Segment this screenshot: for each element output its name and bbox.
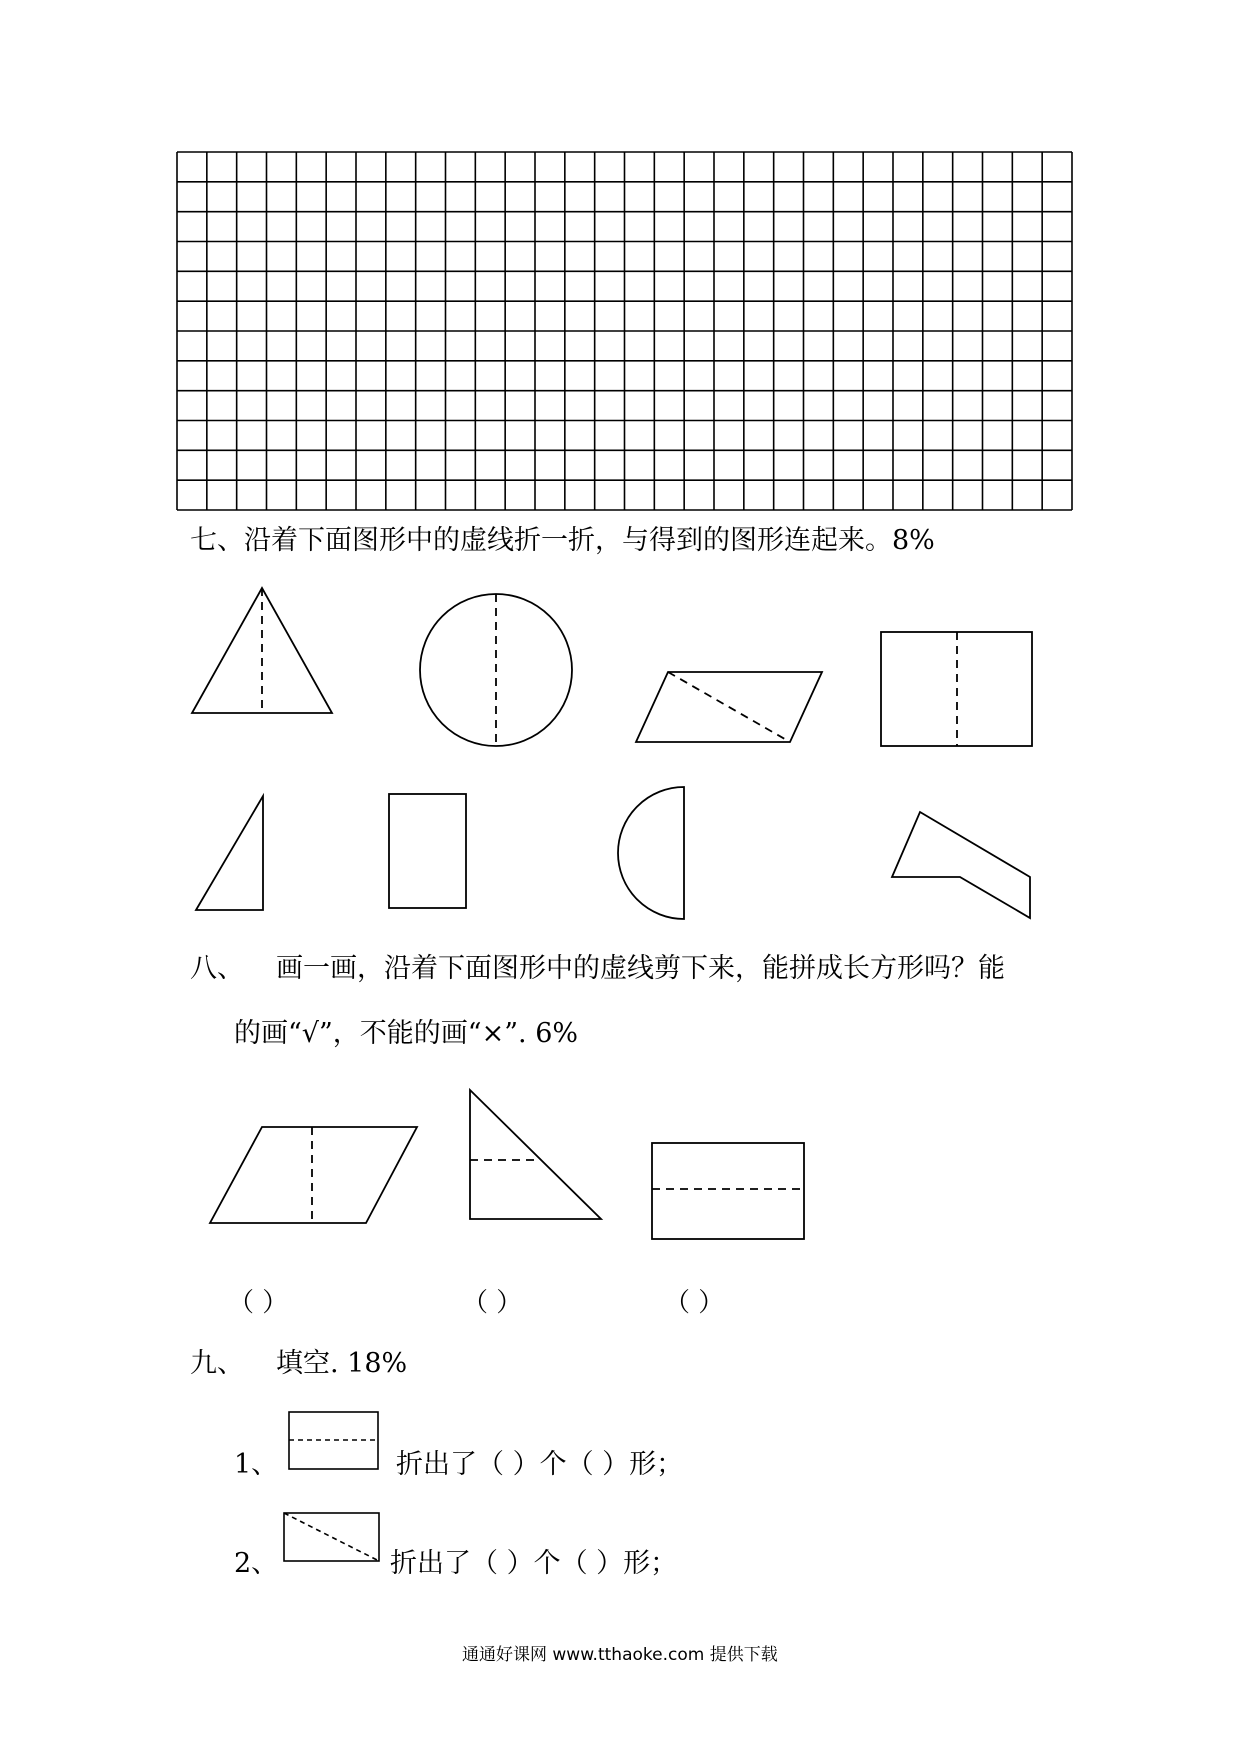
section8-heading-line1: 画一画，沿着下面图形中的虚线剪下来，能拼成长方形吗？能 — [276, 953, 1005, 984]
section9-heading: 填空. 18% — [276, 1348, 408, 1379]
section8-heading-line2: 的画“√”，不能的画“×”. 6% — [234, 1018, 579, 1049]
section9-number: 九、 — [190, 1348, 244, 1379]
fold-item2-line — [284, 1513, 379, 1561]
section7-heading: 七、沿着下面图形中的虚线折一折，与得到的图形连起来。8% — [190, 525, 935, 556]
fill-item-1-number: 1、 — [234, 1449, 279, 1480]
fill-item-2-number: 2、 — [234, 1548, 279, 1579]
section8-number: 八、 — [190, 953, 244, 984]
fill-item-1-text: 折出了（ ）个（ ）形； — [396, 1449, 684, 1480]
answer-blank-1[interactable]: （ ） — [228, 1288, 289, 1318]
answer-blank-3[interactable]: （ ） — [664, 1288, 725, 1318]
fill-item-2-text: 折出了（ ）个（ ）形； — [390, 1548, 678, 1579]
answer-blank-2[interactable]: （ ） — [462, 1288, 523, 1318]
page-footer: 通通好课网 www.tthaoke.com 提供下载 — [462, 1645, 778, 1665]
